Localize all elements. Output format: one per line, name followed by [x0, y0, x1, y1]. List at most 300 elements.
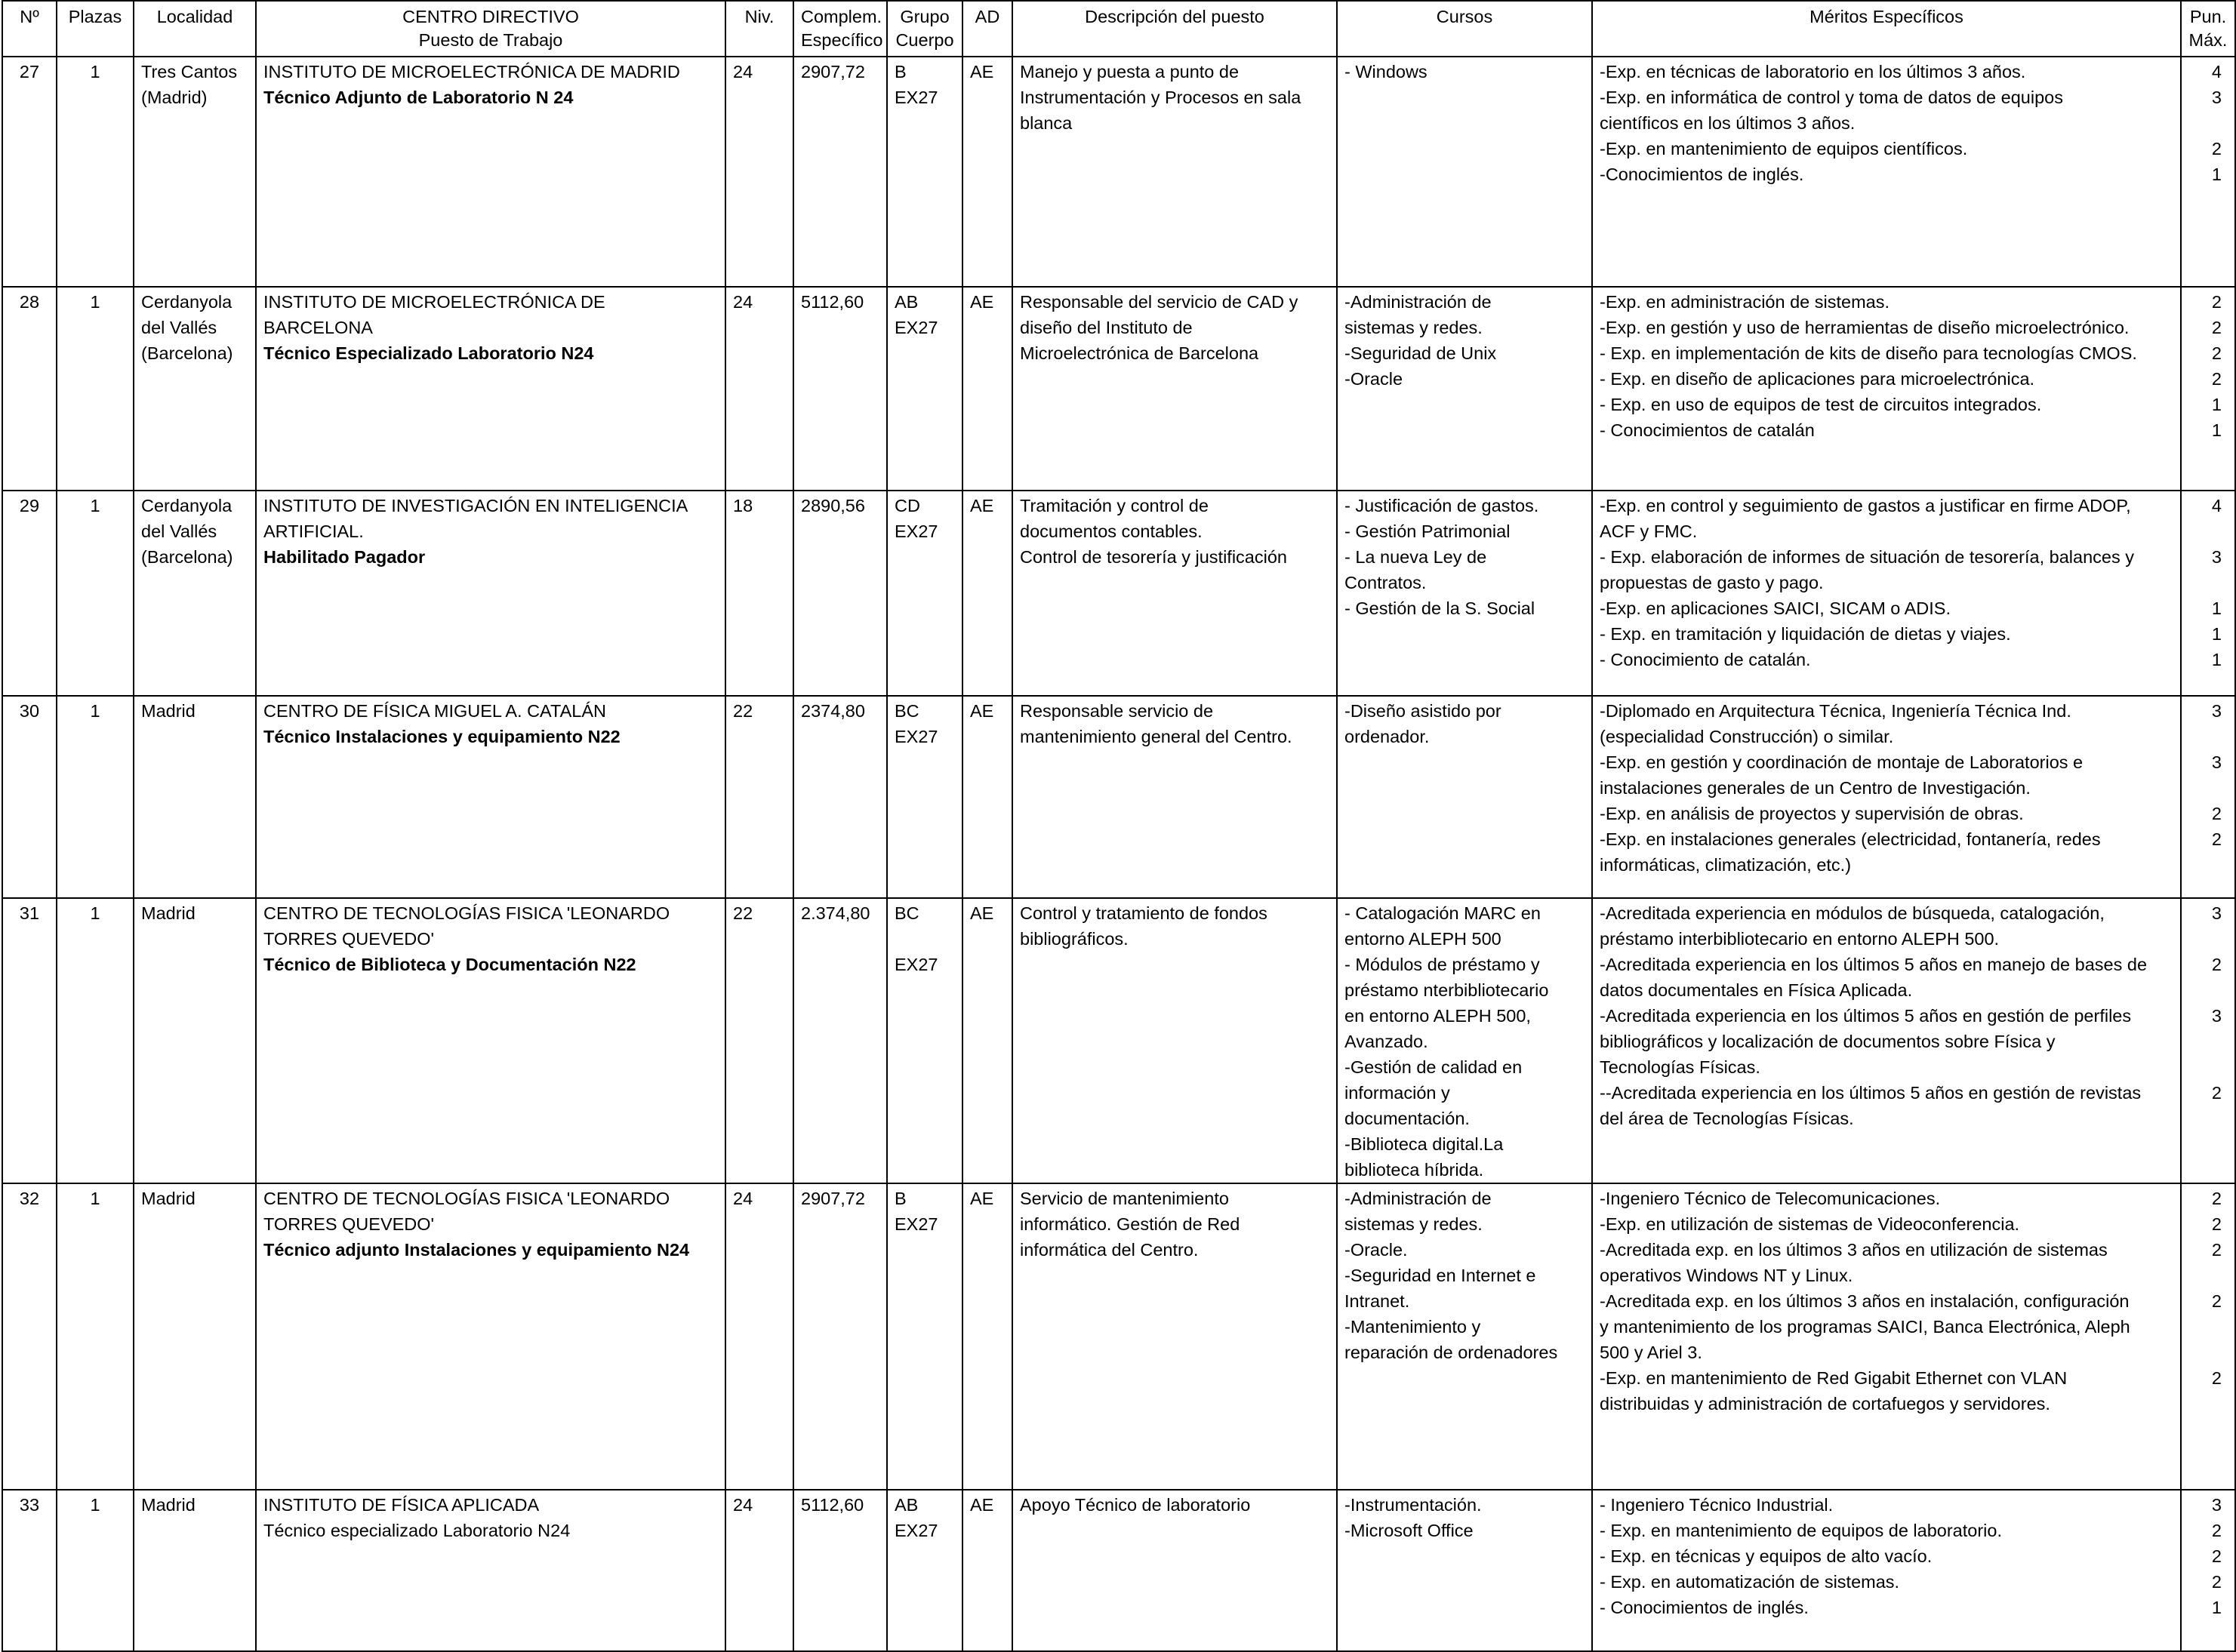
cell-n: [2, 57, 57, 287]
cell-cursos: [1337, 898, 1592, 1183]
row-number: 33: [19, 1495, 40, 1515]
puntos-spacer: [2188, 775, 2228, 801]
merito-line: -Exp. en gestión y coordinación de montaje de Laboratorios e: [1600, 752, 2084, 772]
document-page: [2, 0, 2234, 1639]
puntos-value: 2: [2211, 369, 2222, 389]
cell-plazas: [57, 898, 134, 1183]
centro-directivo: INSTITUTO DE MICROELECTRÓNICA DE MADRID: [263, 62, 680, 82]
table-row: [2, 491, 2235, 696]
curso-line: ordenador.: [1344, 727, 1430, 746]
cell-complem: [793, 696, 887, 898]
plazas-value: 1: [90, 1189, 100, 1208]
nivel-value: 18: [733, 496, 753, 515]
cell-complem: [793, 1490, 887, 1651]
curso-line: en entorno ALEPH 500,: [1344, 1006, 1531, 1026]
descripcion-line: documentos contables.: [1020, 521, 1203, 541]
cell-ad: [962, 1490, 1012, 1651]
curso-line: -Biblioteca digital.La: [1344, 1134, 1504, 1154]
cell-meritos: [1592, 491, 2181, 696]
puntos-value: 1: [2211, 598, 2222, 618]
curso-line: reparación de ordenadores: [1344, 1343, 1558, 1362]
cell-centro: [256, 1490, 725, 1651]
localidad-line: Cerdanyola: [141, 292, 233, 312]
curso-line: - Windows: [1344, 62, 1428, 82]
cell-grupo: [887, 287, 962, 491]
cell-n: [2, 696, 57, 898]
curso-line: información y: [1344, 1083, 1450, 1103]
puntos-spacer: [2188, 1029, 2228, 1054]
plazas-value: 1: [90, 903, 100, 923]
ad-value: AE: [970, 1495, 994, 1515]
cell-grupo: [887, 1183, 962, 1490]
curso-line: -Seguridad de Unix: [1344, 343, 1497, 363]
cell-pun-max: [2181, 287, 2235, 491]
cell-descripcion: [1012, 287, 1337, 491]
cell-grupo: [887, 57, 962, 287]
cell-complem: [793, 898, 887, 1183]
cell-pun-max: [2181, 696, 2235, 898]
grupo-line: B: [895, 62, 907, 82]
puntos-spacer: [2188, 926, 2228, 952]
puesto-trabajo: Técnico adjunto Instalaciones y equipamiento N24: [263, 1240, 690, 1260]
cell-centro: [256, 287, 725, 491]
puntos-value: 1: [2211, 420, 2222, 440]
cell-plazas: [57, 1490, 134, 1651]
plazas-value: 1: [90, 292, 100, 312]
cell-grupo: [887, 696, 962, 898]
cell-meritos: [1592, 1490, 2181, 1651]
merito-line: - Exp. en técnicas y equipos de alto vacío.: [1600, 1546, 1933, 1566]
cell-centro: [256, 898, 725, 1183]
plazas-value: 1: [90, 62, 100, 82]
cell-localidad: [134, 1490, 256, 1651]
table-row: [2, 287, 2235, 491]
cell-pun-max: [2181, 1490, 2235, 1651]
merito-line: préstamo interbibliotecario en entorno ALEPH 500.: [1600, 929, 2000, 949]
curso-line: -Oracle: [1344, 369, 1403, 389]
centro-directivo: CENTRO DE TECNOLOGÍAS FISICA 'LEONARDO TORRES QUEVEDO': [263, 903, 670, 949]
curso-line: - Justificación de gastos.: [1344, 496, 1539, 515]
descripcion-line: informático. Gestión de Red: [1020, 1214, 1240, 1234]
localidad-line: (Barcelona): [141, 547, 233, 567]
cell-descripcion: [1012, 1183, 1337, 1490]
curso-line: - Gestión Patrimonial: [1344, 521, 1511, 541]
descripcion-line: Responsable del servicio de CAD y: [1020, 292, 1298, 312]
merito-line: -Ingeniero Técnico de Telecomunicaciones.: [1600, 1189, 1941, 1208]
merito-line: distribuidas y administración de cortafuegos y servidores.: [1600, 1394, 2050, 1414]
cell-n: [2, 491, 57, 696]
puntos-spacer: [2188, 518, 2228, 544]
merito-line: instalaciones generales de un Centro de Investigación.: [1600, 778, 2031, 798]
puntos-value: 1: [2211, 165, 2222, 184]
merito-line: ACF y FMC.: [1600, 521, 1698, 541]
localidad-line: (Barcelona): [141, 343, 233, 363]
puntos-value: 2: [2211, 1521, 2222, 1540]
localidad-line: del Vallés: [141, 318, 217, 337]
cell-localidad: [134, 898, 256, 1183]
nivel-value: 24: [733, 1189, 753, 1208]
cell-plazas: [57, 57, 134, 287]
complemento-value: 2890,56: [801, 496, 865, 515]
merito-line: -Exp. en mantenimiento de Red Gigabit Ethernet con VLAN: [1600, 1368, 2068, 1388]
curso-line: Intranet.: [1344, 1291, 1410, 1311]
cell-ad: [962, 287, 1012, 491]
puntos-spacer: [2188, 852, 2228, 878]
puntos-value: 2: [2211, 1083, 2222, 1103]
centro-directivo: INSTITUTO DE FÍSICA APLICADA: [263, 1495, 540, 1515]
grupo-line: AB: [895, 1495, 919, 1515]
descripcion-line: Instrumentación y Procesos en sala: [1020, 88, 1301, 107]
row-number: 27: [19, 62, 40, 82]
cell-ad: [962, 1183, 1012, 1490]
curso-line: sistemas y redes.: [1344, 318, 1483, 337]
descripcion-line: Tramitación y control de: [1020, 496, 1209, 515]
table-row: [2, 1183, 2235, 1490]
puntos-value: 2: [2211, 1240, 2222, 1260]
header-meritos: Méritos Específicos: [1592, 1, 2181, 57]
merito-line: -Exp. en gestión y uso de herramientas de diseño microelectrónico.: [1600, 318, 2130, 337]
descripcion-line: Servicio de mantenimiento: [1020, 1189, 1229, 1208]
puntos-value: 3: [2211, 752, 2222, 772]
localidad-line: Cerdanyola: [141, 496, 233, 515]
cell-niv: [725, 1490, 793, 1651]
puntos-value: 2: [2211, 829, 2222, 849]
plazas-value: 1: [90, 1495, 100, 1515]
puntos-value: 3: [2211, 701, 2222, 721]
cell-niv: [725, 287, 793, 491]
merito-line: - Exp. en uso de equipos de test de circuitos integrados.: [1600, 395, 2042, 414]
puntos-value: 2: [2211, 1291, 2222, 1311]
cell-centro: [256, 491, 725, 696]
cell-n: [2, 1490, 57, 1651]
cell-localidad: [134, 1183, 256, 1490]
row-number: 29: [19, 496, 40, 515]
curso-line: -Oracle.: [1344, 1240, 1408, 1260]
puntos-value: 3: [2211, 547, 2222, 567]
cell-complem: [793, 491, 887, 696]
table-row: [2, 898, 2235, 1183]
ad-value: AE: [970, 903, 994, 923]
merito-line: y mantenimiento de los programas SAICI, Banca Electrónica, Aleph: [1600, 1317, 2130, 1337]
puntos-value: 2: [2211, 1572, 2222, 1592]
puesto-trabajo: Técnico Instalaciones y equipamiento N22: [263, 727, 621, 746]
localidad-line: (Madrid): [141, 88, 208, 107]
cell-localidad: [134, 57, 256, 287]
puntos-spacer: [2188, 1314, 2228, 1340]
curso-line: Contratos.: [1344, 573, 1427, 592]
cell-complem: [793, 287, 887, 491]
puntos-value: 2: [2211, 955, 2222, 974]
complemento-value: 5112,60: [801, 292, 864, 312]
puntos-value: 2: [2211, 1189, 2222, 1208]
merito-line: propuestas de gasto y pago.: [1600, 573, 1824, 592]
cell-localidad: [134, 491, 256, 696]
puntos-spacer: [2188, 110, 2228, 136]
descripcion-line: Responsable servicio de: [1020, 701, 1214, 721]
curso-line: - Gestión de la S. Social: [1344, 598, 1535, 618]
merito-line: -Exp. en control y seguimiento de gastos a justificar en firme ADOP,: [1600, 496, 2131, 515]
plazas-value: 1: [90, 496, 100, 515]
row-number: 31: [19, 903, 40, 923]
grupo-line: EX27: [895, 955, 938, 974]
cell-pun-max: [2181, 1183, 2235, 1490]
merito-line: - Exp. elaboración de informes de situación de tesorería, balances y: [1600, 547, 2135, 567]
puesto-trabajo: Técnico Especializado Laboratorio N24: [263, 343, 594, 363]
cell-grupo: [887, 491, 962, 696]
puntos-value: 4: [2211, 496, 2222, 515]
grupo-line: EX27: [895, 521, 938, 541]
cell-pun-max: [2181, 898, 2235, 1183]
puntos-value: 2: [2211, 292, 2222, 312]
merito-line: - Exp. en diseño de aplicaciones para microelectrónica.: [1600, 369, 2035, 389]
merito-line: -Acreditada exp. en los últimos 3 años en utilización de sistemas: [1600, 1240, 2108, 1260]
merito-line: Tecnologías Físicas.: [1600, 1057, 1760, 1077]
localidad-line: del Vallés: [141, 521, 217, 541]
grupo-line: BC: [895, 701, 919, 721]
nivel-value: 22: [733, 701, 753, 721]
cell-descripcion: [1012, 898, 1337, 1183]
ad-value: AE: [970, 701, 994, 721]
header-grupo: Grupo Cuerpo: [887, 1, 962, 57]
grupo-line: EX27: [895, 1214, 938, 1234]
cell-descripcion: [1012, 57, 1337, 287]
merito-line: -Exp. en instalaciones generales (electricidad, fontanería, redes: [1600, 829, 2101, 849]
merito-line: -Conocimientos de inglés.: [1600, 165, 1804, 184]
curso-line: préstamo nterbibliotecario: [1344, 980, 1549, 1000]
merito-line: datos documentales en Física Aplicada.: [1600, 980, 1913, 1000]
centro-directivo: CENTRO DE FÍSICA MIGUEL A. CATALÁN: [263, 701, 606, 721]
header-n: Nº: [2, 1, 57, 57]
cell-localidad: [134, 287, 256, 491]
puntos-value: 3: [2211, 1495, 2222, 1515]
curso-line: - La nueva Ley de: [1344, 547, 1487, 567]
puntos-value: 2: [2211, 1368, 2222, 1388]
merito-line: -Exp. en aplicaciones SAICI, SICAM o ADIS.: [1600, 598, 1951, 618]
merito-line: - Exp. en mantenimiento de equipos de laboratorio.: [1600, 1521, 2002, 1540]
puntos-value: 3: [2211, 1006, 2222, 1026]
row-number: 28: [19, 292, 40, 312]
cell-niv: [725, 898, 793, 1183]
nivel-value: 24: [733, 1495, 753, 1515]
cell-meritos: [1592, 287, 2181, 491]
grupo-line: [895, 926, 955, 952]
cell-cursos: [1337, 1490, 1592, 1651]
header-plazas: Plazas: [57, 1, 134, 57]
curso-line: entorno ALEPH 500: [1344, 929, 1501, 949]
descripcion-line: blanca: [1020, 113, 1073, 133]
plazas-value: 1: [90, 701, 100, 721]
descripcion-line: diseño del Instituto de: [1020, 318, 1193, 337]
merito-line: - Conocimiento de catalán.: [1600, 650, 1811, 669]
cell-n: [2, 287, 57, 491]
puntos-value: 2: [2211, 804, 2222, 823]
complemento-value: 2.374,80: [801, 903, 870, 923]
cell-grupo: [887, 1490, 962, 1651]
grupo-line: BC: [895, 903, 919, 923]
descripcion-line: informática del Centro.: [1020, 1240, 1199, 1260]
puntos-value: 1: [2211, 1598, 2222, 1617]
ad-value: AE: [970, 496, 994, 515]
cell-cursos: [1337, 491, 1592, 696]
header-cursos: Cursos: [1337, 1, 1592, 57]
merito-line: - Conocimientos de inglés.: [1600, 1598, 1809, 1617]
cell-cursos: [1337, 287, 1592, 491]
merito-line: -Exp. en técnicas de laboratorio en los últimos 3 años.: [1600, 62, 2026, 82]
curso-line: - Módulos de préstamo y: [1344, 955, 1540, 974]
merito-line: - Ingeniero Técnico Industrial.: [1600, 1495, 1834, 1515]
puntos-value: 3: [2211, 903, 2222, 923]
header-descripcion: Descripción del puesto: [1012, 1, 1337, 57]
puntos-spacer: [2188, 977, 2228, 1003]
cell-descripcion: [1012, 491, 1337, 696]
puntos-spacer: [2188, 570, 2228, 595]
merito-line: - Exp. en automatización de sistemas.: [1600, 1572, 1900, 1592]
curso-line: -Administración de: [1344, 1189, 1492, 1208]
nivel-value: 24: [733, 62, 753, 82]
descripcion-line: Control y tratamiento de fondos: [1020, 903, 1267, 923]
header-localidad: Localidad: [134, 1, 256, 57]
curso-line: -Instrumentación.: [1344, 1495, 1482, 1515]
cell-meritos: [1592, 898, 2181, 1183]
curso-line: -Mantenimiento y: [1344, 1317, 1481, 1337]
curso-line: documentación.: [1344, 1109, 1470, 1128]
header-complem: Complem. Específico: [793, 1, 887, 57]
merito-line: del área de Tecnologías Físicas.: [1600, 1109, 1854, 1128]
header-pun-max: Pun. Máx.: [2181, 1, 2235, 57]
puesto-trabajo: Técnico especializado Laboratorio N24: [263, 1521, 571, 1540]
localidad-line: Madrid: [141, 1189, 196, 1208]
curso-line: -Microsoft Office: [1344, 1521, 1474, 1540]
table-row: [2, 1490, 2235, 1651]
merito-line: -Exp. en informática de control y toma de datos de equipos: [1600, 88, 2063, 107]
cell-descripcion: [1012, 1490, 1337, 1651]
complemento-value: 2374,80: [801, 701, 865, 721]
puntos-value: 3: [2211, 88, 2222, 107]
cell-niv: [725, 1183, 793, 1490]
grupo-line: AB: [895, 292, 919, 312]
cell-plazas: [57, 696, 134, 898]
cell-cursos: [1337, 696, 1592, 898]
merito-line: -Exp. en mantenimiento de equipos científicos.: [1600, 139, 1968, 158]
nivel-value: 22: [733, 903, 753, 923]
curso-line: -Diseño asistido por: [1344, 701, 1501, 721]
merito-line: -Acreditada experiencia en módulos de búsqueda, catalogación,: [1600, 903, 2105, 923]
curso-line: - Catalogación MARC en: [1344, 903, 1541, 923]
merito-line: -Acreditada experiencia en los últimos 5 años en manejo de bases de: [1600, 955, 2148, 974]
cell-centro: [256, 1183, 725, 1490]
merito-line: - Conocimientos de catalán: [1600, 420, 1815, 440]
localidad-line: Madrid: [141, 903, 196, 923]
grupo-line: EX27: [895, 88, 938, 107]
cell-ad: [962, 898, 1012, 1183]
merito-line: 500 y Ariel 3.: [1600, 1343, 1702, 1362]
cell-cursos: [1337, 1183, 1592, 1490]
job-vacancies-table: [2, 0, 2236, 1652]
cell-grupo: [887, 898, 962, 1183]
centro-directivo: CENTRO DE TECNOLOGÍAS FISICA 'LEONARDO TORRES QUEVEDO': [263, 1189, 670, 1234]
grupo-line: EX27: [895, 1521, 938, 1540]
localidad-line: Madrid: [141, 701, 196, 721]
row-number: 32: [19, 1189, 40, 1208]
puesto-trabajo: Técnico Adjunto de Laboratorio N 24: [263, 88, 574, 107]
table-header: [2, 1, 2235, 57]
merito-line: -Acreditada exp. en los últimos 3 años en instalación, configuración: [1600, 1291, 2130, 1311]
ad-value: AE: [970, 1189, 994, 1208]
puntos-value: 1: [2211, 624, 2222, 644]
merito-line: - Exp. en tramitación y liquidación de dietas y viajes.: [1600, 624, 2011, 644]
curso-line: Avanzado.: [1344, 1032, 1428, 1051]
merito-line: operativos Windows NT y Linux.: [1600, 1266, 1853, 1285]
grupo-line: CD: [895, 496, 920, 515]
descripcion-line: Apoyo Técnico de laboratorio: [1020, 1495, 1251, 1515]
descripcion-line: Microelectrónica de Barcelona: [1020, 343, 1259, 363]
ad-value: AE: [970, 62, 994, 82]
cell-plazas: [57, 287, 134, 491]
puntos-spacer: [2188, 1054, 2228, 1080]
cell-complem: [793, 57, 887, 287]
merito-line: -Diplomado en Arquitectura Técnica, Ingeniería Técnica Ind.: [1600, 701, 2071, 721]
merito-line: informáticas, climatización, etc.): [1600, 855, 1852, 875]
merito-line: (especialidad Construcción) o similar.: [1600, 727, 1894, 746]
cell-n: [2, 1183, 57, 1490]
puntos-value: 2: [2211, 343, 2222, 363]
centro-directivo: INSTITUTO DE MICROELECTRÓNICA DE BARCELONA: [263, 292, 605, 337]
cell-localidad: [134, 696, 256, 898]
cell-ad: [962, 696, 1012, 898]
cell-ad: [962, 491, 1012, 696]
puntos-value: 1: [2211, 395, 2222, 414]
puntos-value: 2: [2211, 1546, 2222, 1566]
puntos-spacer: [2188, 1340, 2228, 1365]
merito-line: bibliográficos y localización de documentos sobre Física y: [1600, 1032, 2056, 1051]
localidad-line: Madrid: [141, 1495, 196, 1515]
cell-cursos: [1337, 57, 1592, 287]
cell-centro: [256, 57, 725, 287]
localidad-line: Tres Cantos: [141, 62, 238, 82]
grupo-line: EX27: [895, 318, 938, 337]
descripcion-line: Control de tesorería y justificación: [1020, 547, 1287, 567]
merito-line: -Exp. en administración de sistemas.: [1600, 292, 1890, 312]
merito-line: -Exp. en análisis de proyectos y supervisión de obras.: [1600, 804, 2024, 823]
curso-line: -Administración de: [1344, 292, 1492, 312]
table-row: [2, 57, 2235, 287]
merito-line: - Exp. en implementación de kits de diseño para tecnologías CMOS.: [1600, 343, 2137, 363]
cell-pun-max: [2181, 491, 2235, 696]
merito-line: --Acreditada experiencia en los últimos 5 años en gestión de revistas: [1600, 1083, 2142, 1103]
puesto-trabajo: Habilitado Pagador: [263, 547, 426, 567]
puntos-value: 2: [2211, 1214, 2222, 1234]
descripcion-line: mantenimiento general del Centro.: [1020, 727, 1292, 746]
cell-meritos: [1592, 57, 2181, 287]
curso-line: -Gestión de calidad en: [1344, 1057, 1523, 1077]
complemento-value: 2907,72: [801, 1189, 865, 1208]
curso-line: -Seguridad en Internet e: [1344, 1266, 1536, 1285]
puntos-value: 1: [2211, 650, 2222, 669]
puntos-value: 2: [2211, 318, 2222, 337]
puntos-spacer: [2188, 1391, 2228, 1417]
cell-niv: [725, 57, 793, 287]
puntos-spacer: [2188, 1106, 2228, 1131]
cell-niv: [725, 696, 793, 898]
cell-meritos: [1592, 696, 2181, 898]
puntos-value: 2: [2211, 139, 2222, 158]
cell-niv: [725, 491, 793, 696]
cell-n: [2, 898, 57, 1183]
merito-line: científicos en los últimos 3 años.: [1600, 113, 1856, 133]
nivel-value: 24: [733, 292, 753, 312]
table-body: [2, 57, 2235, 1651]
curso-line: biblioteca híbrida.: [1344, 1160, 1484, 1180]
